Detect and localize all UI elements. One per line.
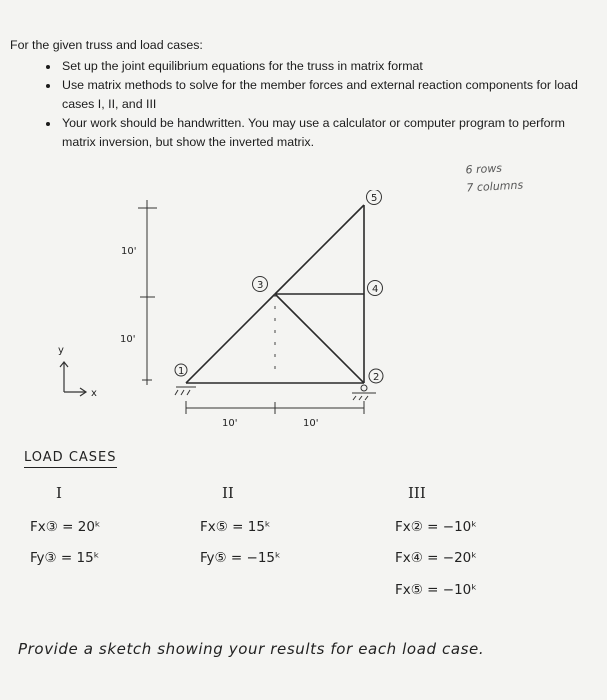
node-label-3 bbox=[253, 277, 268, 292]
member-3-5 bbox=[275, 205, 364, 294]
instructions-heading: For the given truss and load cases: bbox=[10, 38, 203, 52]
instruction-item: • Use matrix methods to solve for the member forces and external reaction components for load cases I, II, and III bbox=[60, 76, 600, 114]
width-dim-right: 10' bbox=[303, 418, 319, 429]
load-cases-title: LOAD CASES bbox=[24, 450, 117, 468]
svg-text:3: 3 bbox=[257, 280, 264, 291]
case-1-label: I bbox=[56, 484, 62, 502]
axis-label-y: y bbox=[58, 345, 64, 356]
width-dimension bbox=[186, 401, 364, 414]
node-label-4 bbox=[368, 281, 383, 296]
case-3-line: Fx④ = −20ᵏ bbox=[395, 550, 477, 566]
svg-text:4: 4 bbox=[372, 284, 379, 295]
case-1-line: Fx③ = 20ᵏ bbox=[30, 519, 101, 535]
instructions bbox=[10, 36, 600, 152]
instruction-item: • Your work should be handwritten. You may use a calculator or computer program to perform matrix inversion, but show the inverted matrix. bbox=[60, 114, 600, 152]
member-3-2 bbox=[275, 294, 364, 383]
height-dim-upper: 10' bbox=[121, 246, 137, 257]
member-1-3 bbox=[186, 294, 275, 383]
svg-text:2: 2 bbox=[373, 372, 380, 383]
instruction-item: • Set up the joint equilibrium equations for the truss in matrix format bbox=[60, 57, 600, 76]
case-3-line: Fx② = −10ᵏ bbox=[395, 519, 477, 535]
node-label-2 bbox=[369, 369, 383, 383]
svg-text:5: 5 bbox=[371, 193, 378, 204]
roller-support bbox=[352, 385, 376, 400]
margin-note-line: 7 columns bbox=[466, 178, 524, 195]
node-label-1 bbox=[175, 364, 187, 377]
footer-instruction: Provide a sketch showing your results for each load case. bbox=[18, 640, 485, 658]
case-1-line: Fy③ = 15ᵏ bbox=[30, 550, 100, 566]
width-dim-left: 10' bbox=[222, 418, 238, 429]
margin-note-line: 6 rows bbox=[465, 161, 503, 177]
axis-icon bbox=[60, 362, 86, 396]
case-3-line: Fx⑤ = −10ᵏ bbox=[395, 582, 477, 598]
pin-support bbox=[175, 387, 196, 395]
node-label-5 bbox=[367, 190, 382, 205]
height-dimension bbox=[138, 200, 157, 385]
height-dim-lower: 10' bbox=[120, 334, 136, 345]
truss-diagram bbox=[0, 190, 607, 440]
axis-label-x: x bbox=[91, 388, 97, 399]
case-2-label: II bbox=[222, 484, 234, 502]
case-2-line: Fx⑤ = 15ᵏ bbox=[200, 519, 271, 535]
case-3-label: III bbox=[408, 484, 426, 502]
svg-text:1: 1 bbox=[178, 366, 185, 377]
instructions-list bbox=[10, 57, 600, 152]
case-2-line: Fy⑤ = −15ᵏ bbox=[200, 550, 281, 566]
